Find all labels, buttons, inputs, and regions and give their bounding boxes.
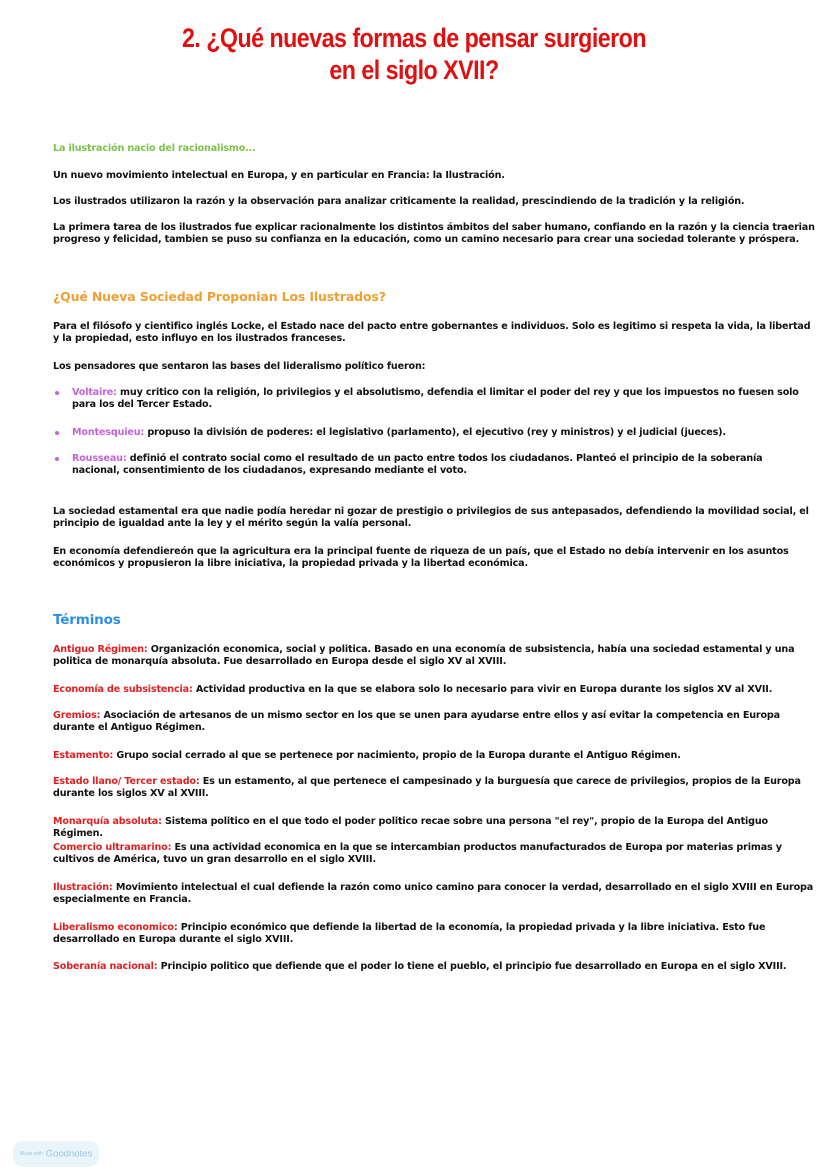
- bullet-icon: [55, 431, 59, 435]
- term-item: [53, 961, 815, 973]
- term-definition: Principio económico que defiende la libertad de la economía, la propiedad privada y la libre iniciativa. Esto fue desarrollado en Europa durante el siglo XVIII.: [53, 922, 766, 946]
- society-paragraph-2: Los pensadores que sentaron las bases del lideralismo político fueron:: [53, 361, 426, 372]
- term-definition: Asociación de artesanos de un mismo sector en los que se unen para ayudarse entre ellos y así evitar la competencia en Europa durante el Antiguo Régimen.: [53, 710, 780, 734]
- bullet-icon: [55, 457, 59, 461]
- term-name: Soberanía nacional:: [53, 961, 158, 972]
- term-item: [53, 842, 815, 866]
- term-name: Economía de subsistencia:: [53, 684, 193, 695]
- term-name: Antiguo Régimen:: [53, 644, 148, 655]
- society-paragraph-3: La sociedad estamental era que nadie podía heredar ni gozar de prestigio o privilegios de sus antepasados, defendiendo la movilidad social, el principio de igualdad ante la ley y el mérito según la valía personal.: [53, 506, 809, 530]
- thinker-description: muy critico con la religión, lo privilegios y el absolutismo, defendia el limitar el poder del rey y que los impuestos no fuesen solo para los del Tercer Estado.: [72, 387, 799, 411]
- page-title: [58, 22, 770, 86]
- term-item: [53, 750, 815, 762]
- intro-paragraph-1: Un nuevo movimiento intelectual en Europa, y en particular en Francia: la Ilustración.: [53, 170, 505, 181]
- term-item: [53, 776, 815, 800]
- watermark-brand: Goodnotes: [45, 1148, 93, 1160]
- intro-paragraph-2: Los ilustrados utilizaron la razón y la observación para analizar criticamente la realidad, prescindiendo de la tradición y la religión.: [53, 196, 745, 207]
- term-item: [53, 710, 815, 734]
- term-item: [53, 816, 815, 840]
- term-name: Estamento:: [53, 750, 114, 761]
- goodnotes-watermark: [13, 1141, 99, 1167]
- watermark-prefix: Made with: [20, 1150, 43, 1157]
- thinker-description: definió el contrato social como el resultado de un pacto entre todos los ciudadanos. Planteó el principio de la soberanía nacional, consentimiento de los ciudadanos, expresando mediante el voto.: [72, 453, 763, 477]
- thinker-description: propuso la división de poderes: el legislativo (parlamento), el ejecutivo (rey y ministros) y el judicial (jueces).: [144, 427, 726, 438]
- society-heading: ¿Qué Nueva Sociedad Proponian Los Ilustrados?: [53, 289, 386, 304]
- society-paragraph-1: Para el filósofo y cientifico inglés Locke, el Estado nace del pacto entre gobernantes e individuos. Solo es legitimo si respeta la vida, la libertad y la propiedad, esto influyo en los ilustrados franceses.: [53, 321, 811, 345]
- term-definition: Grupo social cerrado al que se pertenece por nacimiento, propio de la Europa durante el Antiguo Régimen.: [113, 750, 681, 761]
- term-name: Comercio ultramarino:: [53, 842, 172, 853]
- bullet-icon: [55, 391, 59, 395]
- term-item: [53, 882, 815, 906]
- term-name: Estado llano/ Tercer estado:: [53, 776, 200, 787]
- term-item: [53, 644, 815, 668]
- thinker-name: Voltaire:: [72, 387, 117, 398]
- thinker-name: Montesquieu:: [72, 427, 145, 438]
- term-item: [53, 684, 815, 696]
- intro-subtitle: La ilustración nacio del racionalismo...: [53, 143, 256, 154]
- title-line-2: en el siglo XVII?: [329, 55, 499, 85]
- intro-paragraph-3: La primera tarea de los ilustrados fue explicar racionalmente los distintos ámbitos del saber humano, confiando en la razón y la ciencia traerian progreso y felicidad, tambien se puso su confianza en la educación, como un camino necesario para crear una sociedad tolerante y próspera.: [53, 222, 815, 246]
- term-definition: Sistema politico en el que todo el poder politico recae sobre una persona "el rey", propio de la Europa del Antiguo Régimen.: [53, 816, 768, 840]
- term-name: Liberalismo economico:: [53, 922, 178, 933]
- term-definition: Actividad productiva en la que se elabora solo lo necesario para vivir en Europa durante los siglos XV al XVII.: [192, 684, 773, 695]
- term-definition: Es un estamento, al que pertenece el campesinado y la burguesía que carece de privilegios, propios de la Europa durante los siglos XV al XVIII.: [53, 776, 801, 800]
- term-definition: Movimiento intelectual el cual defiende la razón como unico camino para conocer la verdad, desarrollado en el siglo XVIII en Europa especialmente en Francia.: [53, 882, 814, 906]
- term-name: Monarquía absoluta:: [53, 816, 162, 827]
- term-definition: Es una actividad economica en la que se intercambian productos manufacturados de Europa por materias primas y cultivos de América, tuvo un gran desarrollo en el siglo XVIII.: [53, 842, 782, 866]
- thinker-name: Rousseau:: [72, 453, 127, 464]
- term-definition: Principio politico que defiende que el poder lo tiene el pueblo, el principio fue desarrollado en Europa en el siglo XVIII.: [157, 961, 787, 972]
- title-line-1: 2. ¿Qué nuevas formas de pensar surgieron: [181, 23, 647, 53]
- term-item: [53, 922, 815, 946]
- society-paragraph-4: En economía defendiereón que la agricultura era la principal fuente de riqueza de un país, que el Estado no debía intervenir en los asuntos económicos y propusieron la libre iniciativa, la propiedad privada y la libertad económica.: [53, 546, 789, 570]
- term-name: Gremios:: [53, 710, 101, 721]
- terms-heading: Términos: [53, 612, 121, 628]
- term-name: Ilustración:: [53, 882, 113, 893]
- term-definition: Organización economica, social y politica. Basado en una economía de subsistencia, había una sociedad estamental y una politica de monarquía absoluta. Fue desarrollado en Europa desde el siglo XV al XVIII.: [53, 644, 795, 668]
